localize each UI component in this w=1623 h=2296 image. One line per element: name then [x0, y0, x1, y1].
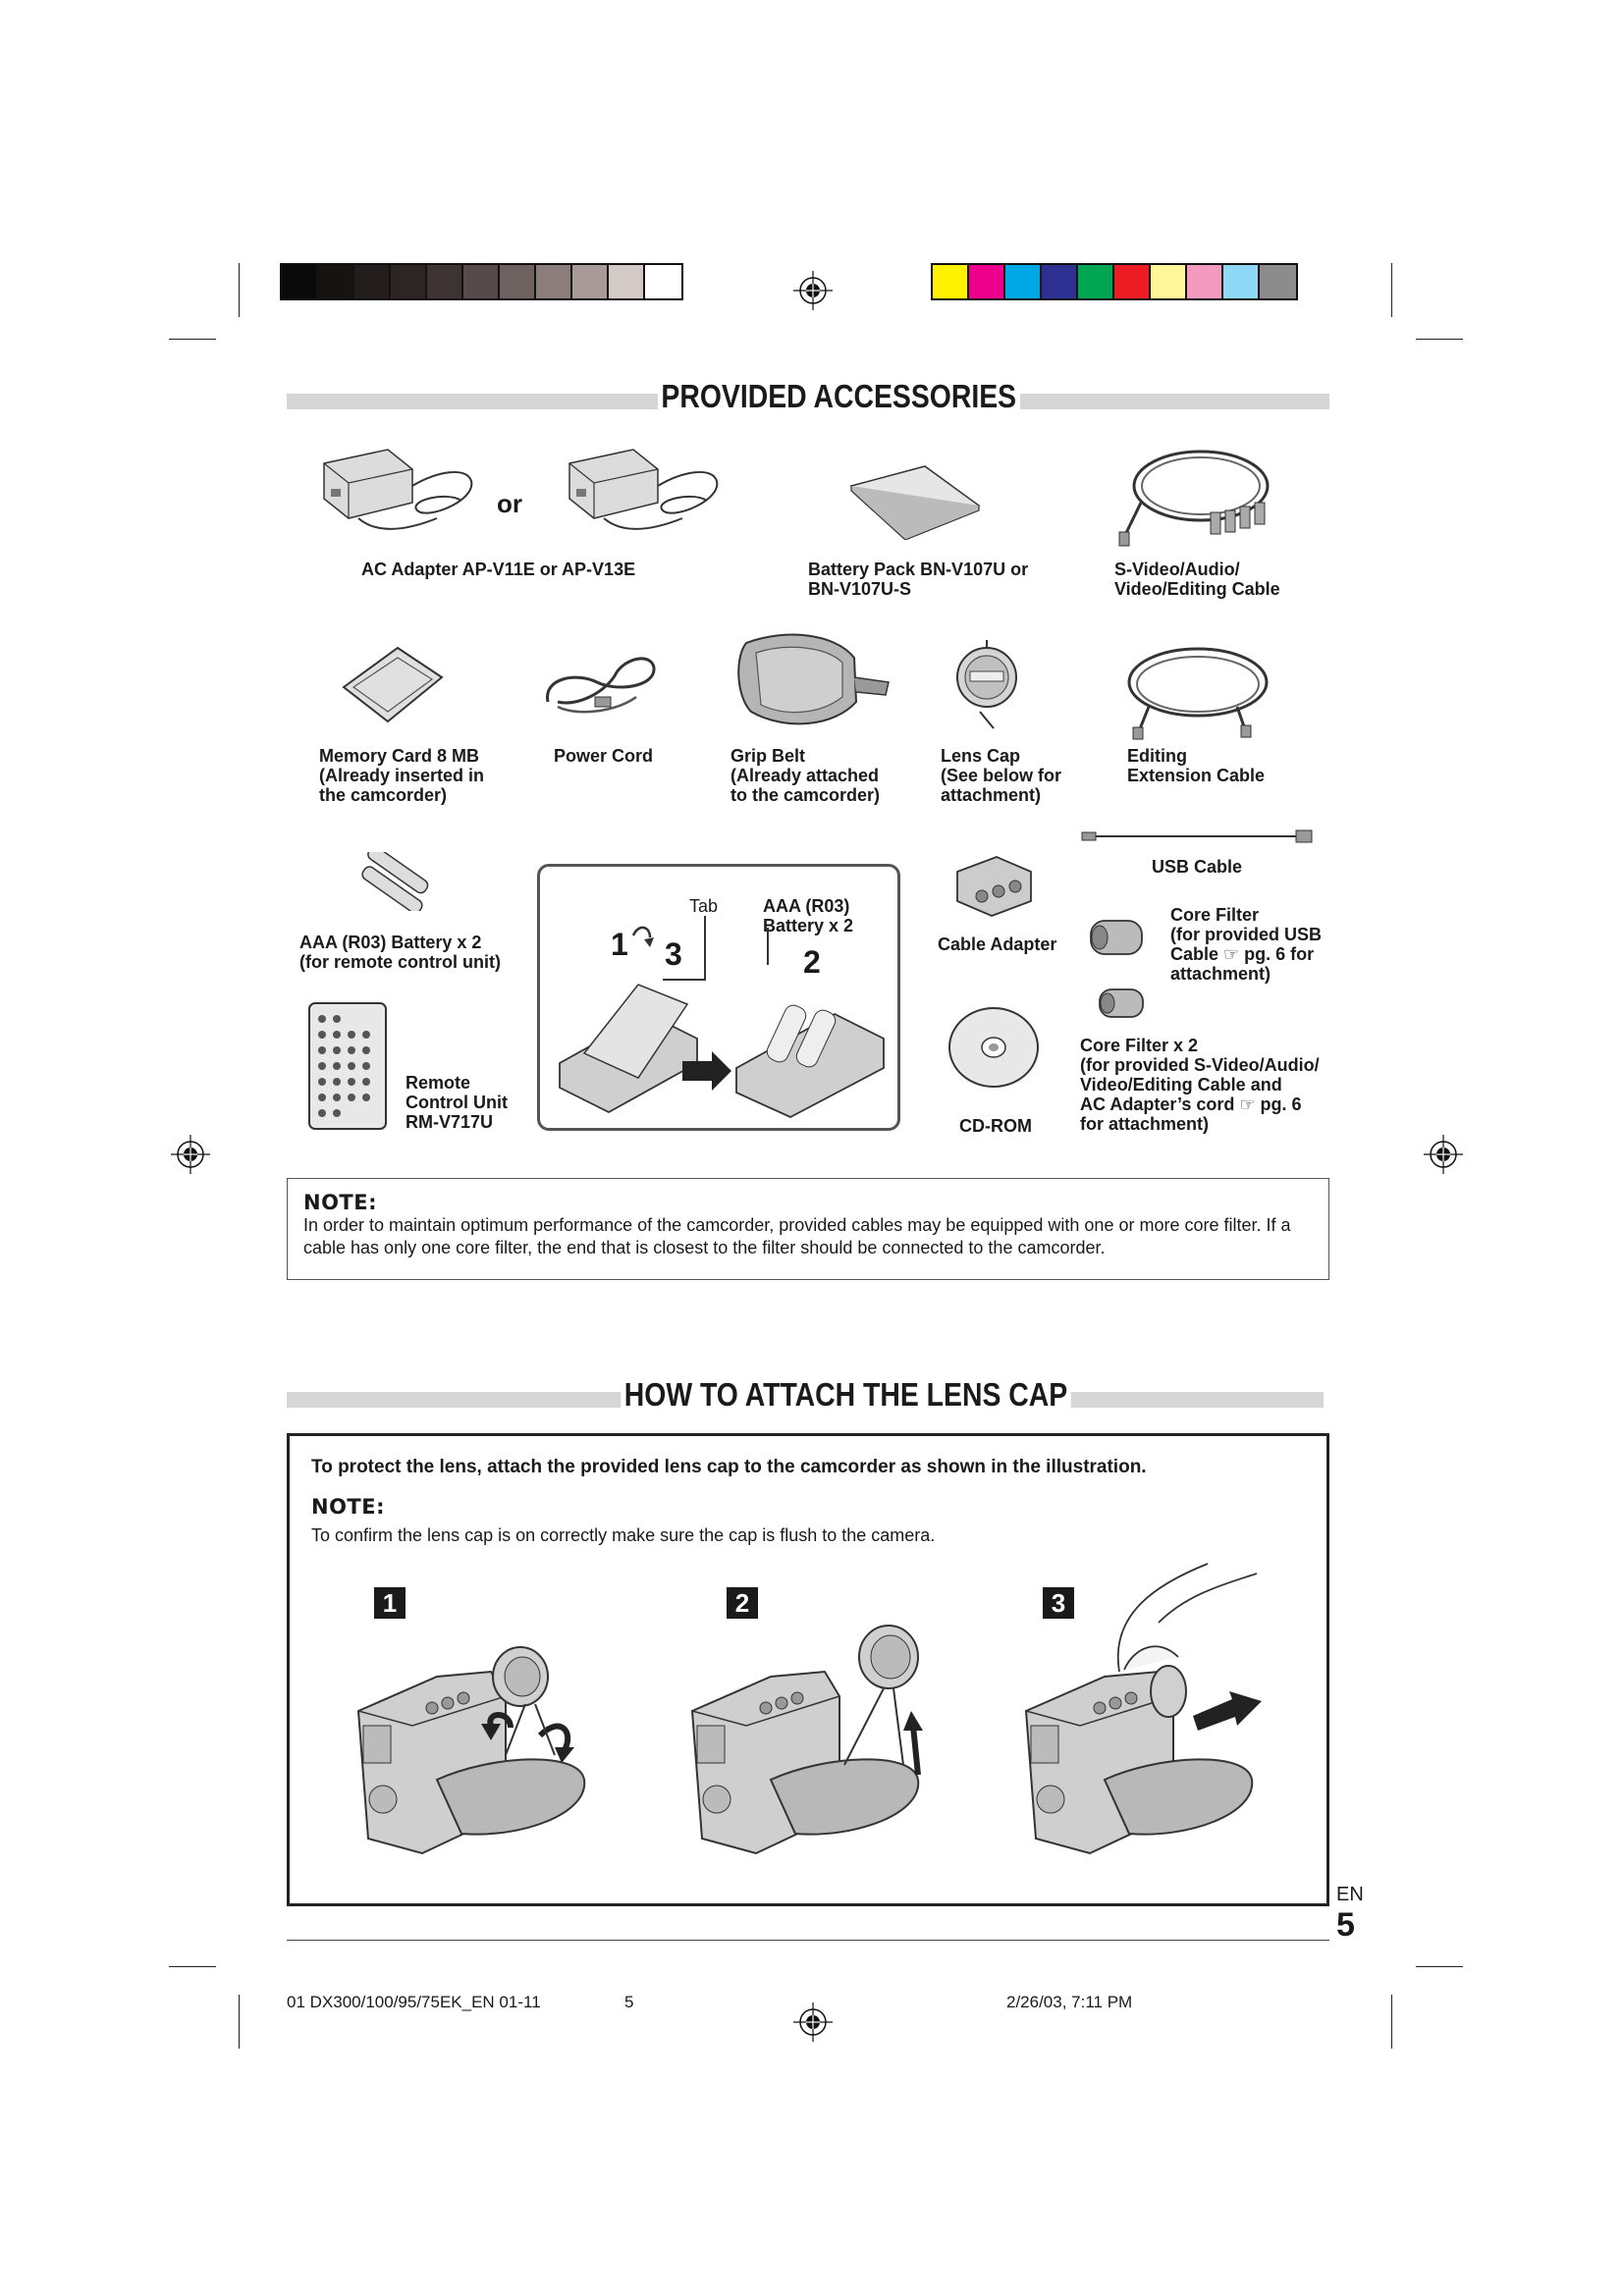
color-swatch	[318, 265, 354, 298]
footer-timestamp: 2/26/03, 7:11 PM	[1006, 1993, 1133, 2011]
crop-mark	[239, 1995, 240, 2049]
or-text: or	[497, 489, 522, 518]
color-swatch	[1260, 265, 1296, 298]
svideo-cable-icon	[1117, 442, 1274, 550]
color-swatch	[609, 265, 645, 298]
color-swatch	[1151, 265, 1187, 298]
color-swatch	[354, 265, 391, 298]
core-filter-usb-label: Core Filter (for provided USB Cable ☞ pg. 6 for attachment)	[1170, 905, 1323, 984]
battery-pack-icon	[846, 461, 984, 540]
registration-mark-icon	[1424, 1135, 1463, 1174]
color-swatch	[1223, 265, 1260, 298]
section-title: PROVIDED ACCESSORIES	[658, 378, 1020, 415]
battery-pack-label: Battery Pack BN-V107U or BN-V107U-S	[808, 560, 1029, 599]
core-filter-icon	[1095, 982, 1149, 1026]
footer-rule	[287, 1940, 1329, 1941]
color-swatch	[1005, 265, 1042, 298]
core-filter-x2-label: Core Filter x 2 (for provided S-Video/Audio/ Video/Editing Cable and AC Adapter’s cord ☞ pg. 6 for attachment)	[1080, 1036, 1320, 1134]
grip-belt-icon	[727, 628, 893, 731]
page-number: 5	[1336, 1906, 1355, 1944]
battery-tray-illustration	[540, 867, 897, 1128]
crop-mark	[239, 263, 240, 317]
cable-adapter-icon	[947, 852, 1036, 921]
crop-mark	[1416, 339, 1463, 340]
usb-cable-label: USB Cable	[1152, 857, 1243, 877]
crop-mark	[1416, 1966, 1463, 1967]
camcorder-step2-illustration	[677, 1618, 962, 1863]
diagram-battery-label: AAA (R03) Battery x 2	[763, 896, 854, 935]
accessories-note-box	[287, 1178, 1329, 1280]
power-cord-label: Power Cord	[554, 746, 654, 766]
crop-mark	[169, 339, 216, 340]
color-swatch	[1114, 265, 1151, 298]
step-3-badge: 3	[1043, 1587, 1074, 1619]
step-3-marker: 3	[665, 936, 682, 972]
aaa-battery-icon	[352, 852, 440, 911]
cdrom-icon	[947, 1006, 1041, 1090]
color-swatch	[969, 265, 1005, 298]
editing-extension-cable-label: Editing Extension Cable	[1127, 746, 1266, 785]
color-swatch	[427, 265, 463, 298]
color-swatch	[645, 265, 681, 298]
color-swatch	[282, 265, 318, 298]
note-heading: NOTE:	[303, 1191, 377, 1214]
footer-file-name: 01 DX300/100/95/75EK_EN 01-11	[287, 1993, 541, 2011]
registration-mark-icon	[793, 2002, 833, 2042]
instruction-text: To protect the lens, attach the provided lens cap to the camcorder as shown in the illustration.	[311, 1457, 1147, 1477]
note-text: To confirm the lens cap is on correctly make sure the cap is flush to the camera.	[311, 1525, 936, 1545]
step-2-marker: 2	[803, 944, 821, 980]
color-swatch	[391, 265, 427, 298]
editing-extension-cable-icon	[1119, 643, 1276, 741]
memory-card-label: Memory Card 8 MB (Already inserted in the camcorder)	[319, 746, 485, 805]
remote-label: Remote Control Unit RM-V717U	[406, 1073, 508, 1132]
process-color-bar	[931, 263, 1298, 300]
aaa-battery-label: AAA (R03) Battery x 2 (for remote control unit)	[299, 933, 501, 972]
color-swatch	[463, 265, 500, 298]
usb-cable-icon	[1080, 827, 1316, 846]
color-swatch	[572, 265, 609, 298]
language-code: EN	[1336, 1884, 1364, 1905]
crop-mark	[1391, 263, 1392, 317]
color-swatch	[1187, 265, 1223, 298]
grip-belt-label: Grip Belt (Already attached to the camcorder)	[730, 746, 881, 805]
step-2-badge: 2	[727, 1587, 758, 1619]
color-swatch	[933, 265, 969, 298]
cdrom-label: CD-ROM	[959, 1116, 1032, 1136]
step-1-badge: 1	[374, 1587, 406, 1619]
camcorder-step1-illustration	[344, 1618, 628, 1863]
registration-mark-icon	[171, 1135, 210, 1174]
step-1-marker: 1	[611, 927, 628, 962]
lens-cap-label: Lens Cap (See below for attachment)	[941, 746, 1062, 805]
color-swatch	[1078, 265, 1114, 298]
color-swatch	[536, 265, 572, 298]
note-text: In order to maintain optimum performance of the camcorder, provided cables may be equipped with one or more core filter. If a cable has only one core filter, the end that is closest to the filter should be connected to the camcorder.	[303, 1215, 1291, 1257]
ac-adapter-icon	[319, 442, 481, 535]
lens-cap-instruction-box	[287, 1433, 1329, 1906]
svideo-cable-label: S-Video/Audio/ Video/Editing Cable	[1114, 560, 1280, 599]
memory-card-icon	[339, 643, 447, 726]
registration-mark-icon	[793, 271, 833, 310]
crop-mark	[1391, 1995, 1392, 2049]
ac-adapter-label: AC Adapter AP-V11E or AP-V13E	[361, 560, 636, 579]
camcorder-step3-illustration	[1011, 1554, 1306, 1868]
note-heading: NOTE:	[311, 1495, 385, 1519]
power-cord-icon	[538, 648, 666, 721]
color-swatch	[500, 265, 536, 298]
tab-label: Tab	[689, 896, 719, 916]
ac-adapter-icon	[565, 442, 727, 535]
section-title: HOW TO ATTACH THE LENS CAP	[621, 1376, 1070, 1414]
grayscale-color-bar	[280, 263, 683, 300]
crop-mark	[169, 1966, 216, 1967]
lens-cap-icon	[952, 638, 1021, 731]
cable-adapter-label: Cable Adapter	[938, 934, 1057, 954]
core-filter-icon	[1086, 913, 1150, 962]
color-swatch	[1042, 265, 1078, 298]
remote-control-icon	[307, 1001, 388, 1131]
footer-sheet-page: 5	[624, 1993, 634, 2011]
battery-insertion-diagram	[537, 864, 900, 1131]
